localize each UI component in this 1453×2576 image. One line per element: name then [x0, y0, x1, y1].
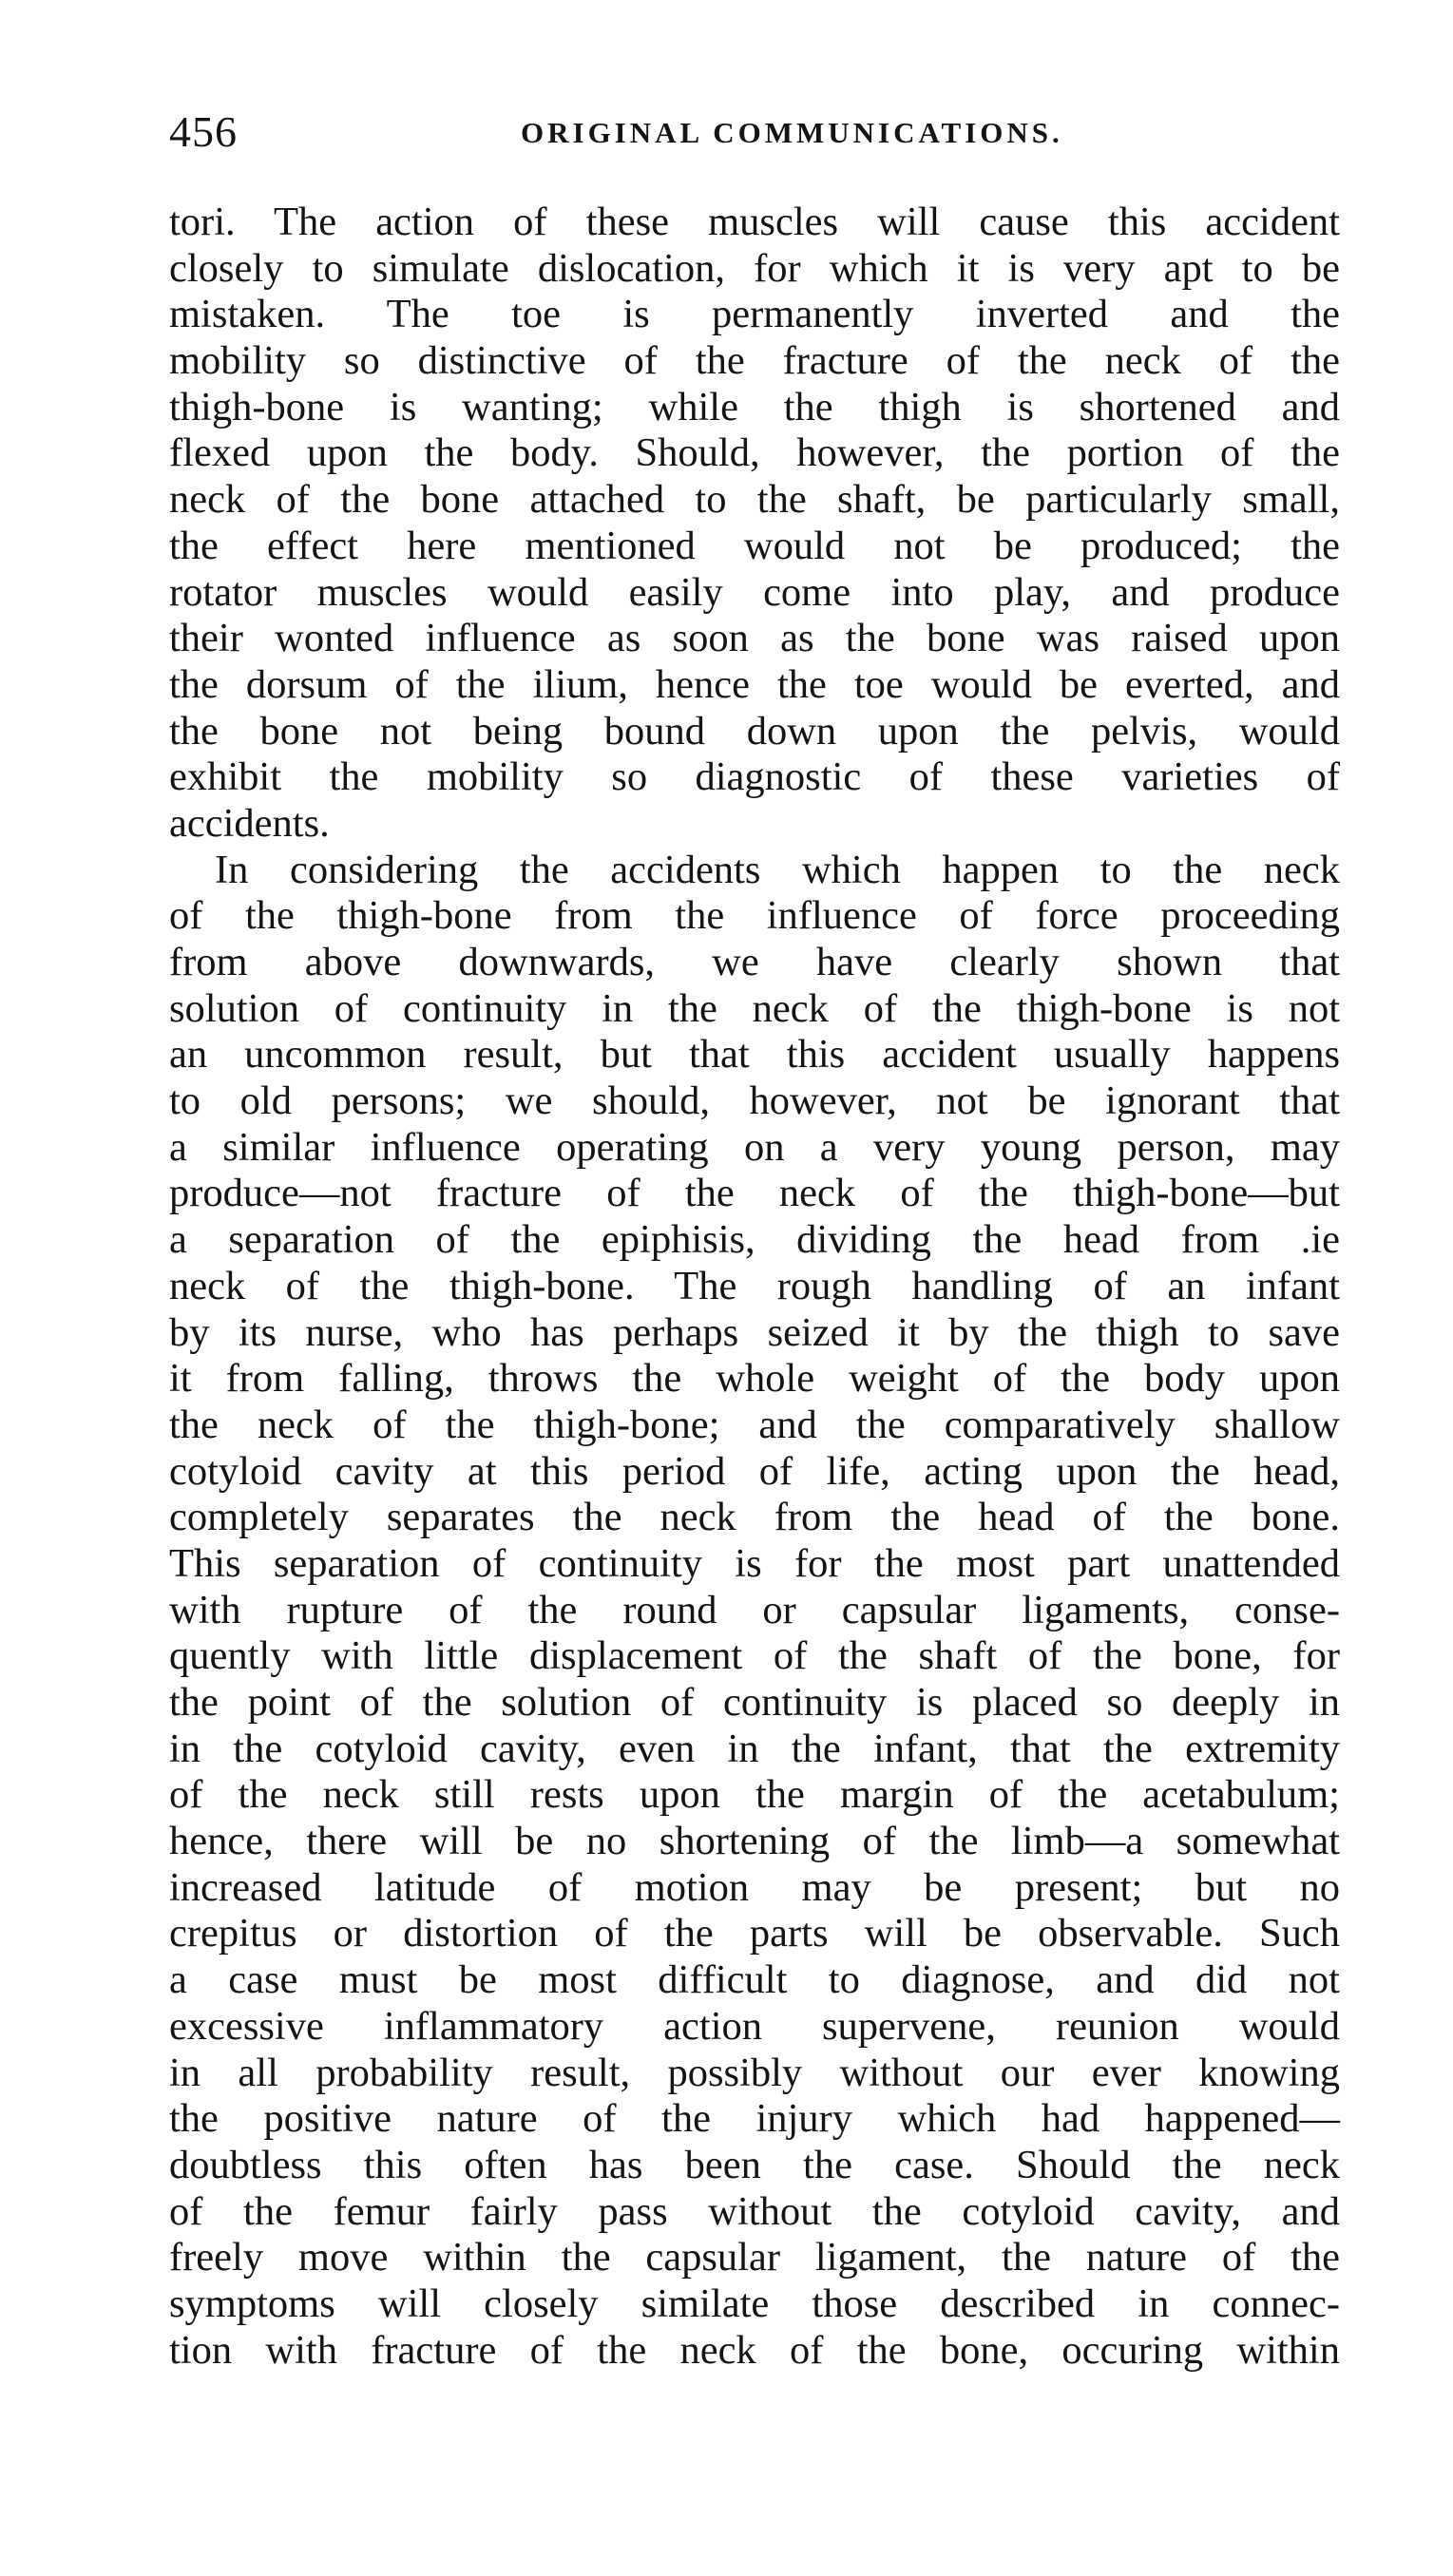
text-line: quently with little displacement of the shaft of the bone, for — [169, 1633, 1340, 1679]
text-line: it from falling, throws the whole weight of the body upon — [169, 1356, 1340, 1402]
text-line: the positive nature of the injury which had happened— — [169, 2096, 1340, 2142]
text-line: increased latitude of motion may be present; but no — [169, 1864, 1340, 1910]
text-line: the point of the solution of continuity is placed so deeply in — [169, 1680, 1340, 1725]
text-line: solution of continuity in the neck of the thigh-bone is not — [169, 985, 1340, 1031]
running-title: ORIGINAL COMMUNICATIONS. — [521, 116, 1063, 149]
text-line: of the femur fairly pass without the cotyloid cavity, and — [169, 2188, 1340, 2234]
text-line: to old persons; we should, however, not be ignorant that — [169, 1078, 1340, 1124]
text-line: hence, there will be no shortening of the limb—a somewhat — [169, 1819, 1340, 1864]
text-line: crepitus or distortion of the parts will be observable. Such — [169, 1911, 1340, 1956]
text-line: freely move within the capsular ligament, the nature of the — [169, 2235, 1340, 2280]
text-line: by its nurse, who has perhaps seized it by the thigh to save — [169, 1309, 1340, 1355]
text-line: from above downwards, we have clearly shown that — [169, 940, 1340, 984]
text-line: produce—not fracture of the neck of the thigh-bone—but — [169, 1171, 1340, 1216]
text-line: This separation of continuity is for the most part unattended — [169, 1540, 1340, 1586]
text-line: thigh-bone is wanting; while the thigh is shortened and — [169, 384, 1340, 429]
text-line: of the thigh-bone from the influence of force proceeding — [169, 893, 1340, 939]
text-line: a similar influence operating on a very young person, may — [169, 1124, 1340, 1170]
text-line: their wonted influence as soon as the bone was raised upon — [169, 616, 1340, 661]
text-line: neck of the bone attached to the shaft, be particularly small, — [169, 477, 1340, 523]
text-line: with rupture of the round or capsular ligaments, conse- — [169, 1587, 1340, 1632]
text-line: exhibit the mobility so diagnostic of these varieties of — [169, 754, 1340, 800]
text-line: the effect here mentioned would not be produced; the — [169, 523, 1340, 568]
paragraph-end-line: accidents. — [169, 800, 330, 846]
text-line: cotyloid cavity at this period of life, acting upon the head, — [169, 1448, 1340, 1494]
text-line: in all probability result, possibly without our ever knowing — [169, 2050, 1340, 2095]
text-line: tion with fracture of the neck of the bone, occuring within — [169, 2327, 1340, 2373]
text-line: the neck of the thigh-bone; and the comparatively shallow — [169, 1402, 1340, 1447]
text-line: doubtless this often has been the case. Should the neck — [169, 2142, 1340, 2187]
text-line: of the neck still rests upon the margin of the acetabulum; — [169, 1772, 1340, 1818]
text-line: the dorsum of the ilium, hence the toe would be everted, and — [169, 661, 1340, 707]
text-line: a case must be most difficult to diagnose, and did not — [169, 1957, 1340, 2003]
body-text — [169, 200, 1340, 2374]
text-line: neck of the thigh-bone. The rough handling of an infant — [169, 1263, 1340, 1308]
text-line: tori. The action of these muscles will cause this accident — [169, 200, 1340, 244]
text-line: flexed upon the body. Should, however, the portion of the — [169, 430, 1340, 476]
text-line: closely to simulate dislocation, for which it is very apt to be — [169, 245, 1340, 291]
text-line: symptoms will closely similate those described in connec- — [169, 2280, 1340, 2326]
text-line: rotator muscles would easily come into play, and produce — [169, 569, 1340, 615]
text-line: excessive inflammatory action supervene, reunion would — [169, 2003, 1340, 2049]
text-line: an uncommon result, but that this accident usually happens — [169, 1032, 1340, 1078]
text-line: mistaken. The toe is permanently inverted and the — [169, 292, 1340, 337]
text-line: a separation of the epiphisis, dividing the head from .ie — [169, 1217, 1340, 1263]
running-head — [169, 106, 1338, 163]
text-line: completely separates the neck from the head of the bone. — [169, 1495, 1340, 1540]
text-line: mobility so distinctive of the fracture of the neck of the — [169, 338, 1340, 384]
text-line: in the cotyloid cavity, even in the infant, that the extremity — [169, 1726, 1340, 1771]
page-number: 456 — [169, 107, 238, 156]
text-line: the bone not being bound down upon the pelvis, would — [169, 708, 1340, 754]
paragraph-first-line: In considering the accidents which happen to the neck — [215, 847, 1340, 892]
